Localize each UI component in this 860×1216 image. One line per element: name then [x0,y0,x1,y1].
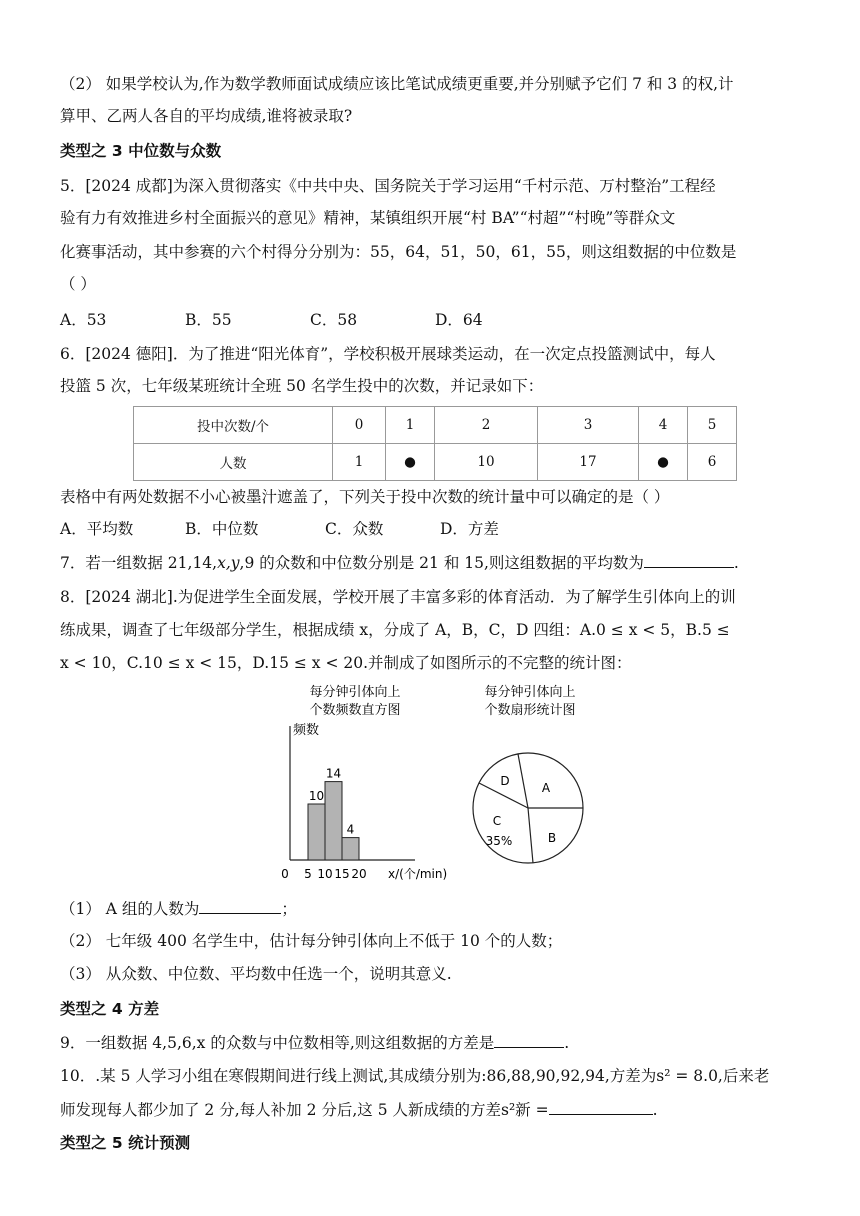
q9-text-end: . [564,1034,570,1052]
table-cell: 1 [333,444,386,481]
q7-text-start: 7．若一组数据 21,14, [60,554,218,572]
q7-text-mid: ,9 的众数和中位数分别是 21 和 15,则这组数据的平均数为 [239,554,644,572]
hist-title-line1: 每分钟引体向上 [309,685,401,700]
q5-line4: （ ） [60,275,96,293]
q8-part1-text: （1） A 组的人数为 [60,900,200,918]
q6-option-a: A．平均数 [60,520,134,538]
q6-line1: 6．[2024 德阳]．为了推进“阳光体育”，学校积极开展球类运动，在一次定点投篮测试中，每人 [60,345,716,363]
q7-variables: x,y [217,554,240,572]
hist-tick-label: 15 [334,867,350,881]
section-heading-type5: 类型之 5 统计预测 [60,1134,191,1152]
q6-option-d: D．方差 [440,520,499,538]
q7-text-end: . [733,554,739,572]
table-cell: 10 [435,444,538,481]
q8-line3: x < 10，C.10 ≤ x < 15，D.15 ≤ x < 20.并制成了如图所示的不完整的统计图： [60,654,632,672]
table-cell: 5 [688,407,737,444]
q9-text: 9．一组数据 4,5,6,x 的众数与中位数相等,则这组数据的方差是 [60,1034,495,1052]
q6-option-c: C．众数 [325,520,384,538]
q10-line2 [60,1098,658,1120]
q8-part2: （2） 七年级 400 名学生中，估计每分钟引体向上不低于 10 个的人数； [60,932,563,950]
table-cell: 0 [333,407,386,444]
hist-bar [325,782,342,860]
table-cell: 2 [435,407,538,444]
table-cell: 1 [386,407,435,444]
table-cell: 3 [538,407,639,444]
hist-tick-label: 0 [281,867,289,881]
q6-options [60,517,499,539]
q8-part3: （3） 从众数、中位数、平均数中任选一个，说明其意义. [60,965,452,983]
hist-bar-label: 10 [308,789,325,803]
hist-tick-label: 10 [317,867,333,881]
q10-text-end: . [652,1101,658,1119]
pie-figure [462,682,612,882]
q4-part2-line2: 算甲、乙两人各自的平均成绩,谁将被录取? [60,107,353,125]
q7-line [60,551,739,573]
section-heading-type3: 类型之 3 中位数与众数 [60,142,222,160]
hist-tick-label: 5 [304,867,312,881]
q5-options [60,308,483,330]
q9-line [60,1031,569,1053]
q4-part2-line1: （2） 如果学校认为,作为数学教师面试成绩应该比笔试成绩更重要,并分别赋予它们 7 和 3 的权,计 [60,75,734,93]
q5-option-d: D．64 [435,311,483,329]
table-cell: ● [386,444,435,481]
table-cell: 人数 [134,444,333,481]
hist-bar [308,804,325,860]
table-row [134,407,737,444]
hist-title-line2: 个数频数直方图 [309,703,401,718]
hist-bar [342,838,359,860]
q5-option-c: C．58 [310,311,358,329]
q8-part1 [60,897,297,919]
q6-line2: 投篮 5 次，七年级某班统计全班 50 名学生投中的次数，并记录如下： [60,377,544,395]
hist-y-label: 频数 [293,723,320,738]
q5-line3: 化赛事活动，其中参赛的六个村得分分别为：55，64，51，50，61，55，则这组数据的中位数是 [60,243,737,261]
table-cell: ● [639,444,688,481]
pie-label-a: A [541,781,551,795]
q5-option-a: A．53 [60,311,107,329]
pie-label-d: D [500,774,510,788]
table-row [134,444,737,481]
hist-x-label: x/(个/min) [388,867,448,881]
hist-bar-label: 14 [325,766,342,781]
pie-title-line1: 每分钟引体向上 [484,685,576,700]
table-cell: 投中次数/个 [134,407,333,444]
q6-data-table [133,406,737,481]
histogram-figure [270,682,470,882]
q8-line1: 8．[2024 湖北].为促进学生全面发展，学校开展了丰富多彩的体育活动．为了解学生引体向上的训 [60,588,736,606]
table-cell: 17 [538,444,639,481]
q10-text: 师发现每人都少加了 2 分,每人补加 2 分后,这 5 人新成绩的方差s²新 = [60,1101,549,1119]
hist-bar-label: 4 [346,822,355,837]
pie-label-b: B [547,831,557,845]
section-heading-type4: 类型之 4 方差 [60,1000,160,1018]
q5-line1: 5．[2024 成都]为深入贯彻落实《中共中央、国务院关于学习运用“千村示范、万村整治”工程经 [60,177,716,195]
pie-title-line2: 个数扇形统计图 [484,703,576,718]
q7-answer-blank [644,553,734,568]
q9-answer-blank [494,1033,564,1048]
q5-line2: 验有力有效推进乡村全面振兴的意见》精神，某镇组织开展“村 BA”“村超”“村晚”等群众文 [60,209,676,227]
q8-line2: 练成果，调查了七年级部分学生，根据成绩 x，分成了 A，B，C，D 四组：A.0 ≤ x < 5，B.5 ≤ [60,621,730,639]
q8-part1-end: ； [281,900,297,918]
pie-label-c-percent: 35% [485,834,513,848]
q6-option-b: B．中位数 [185,520,259,538]
q5-option-b: B．55 [185,311,232,329]
q10-line1: 10．.某 5 人学习小组在寒假期间进行线上测试,其成绩分别为:86,88,90,92,94,方差为s² = 8.0,后来老 [60,1067,770,1085]
q8-part1-blank [199,899,281,914]
q6-line3: 表格中有两处数据不小心被墨汁遮盖了，下列关于投中次数的统计量中可以确定的是（ ） [60,488,670,506]
table-cell: 6 [688,444,737,481]
table-cell: 4 [639,407,688,444]
hist-tick-label: 20 [351,867,367,881]
pie-label-c: C [492,814,502,828]
q10-answer-blank [549,1100,653,1115]
